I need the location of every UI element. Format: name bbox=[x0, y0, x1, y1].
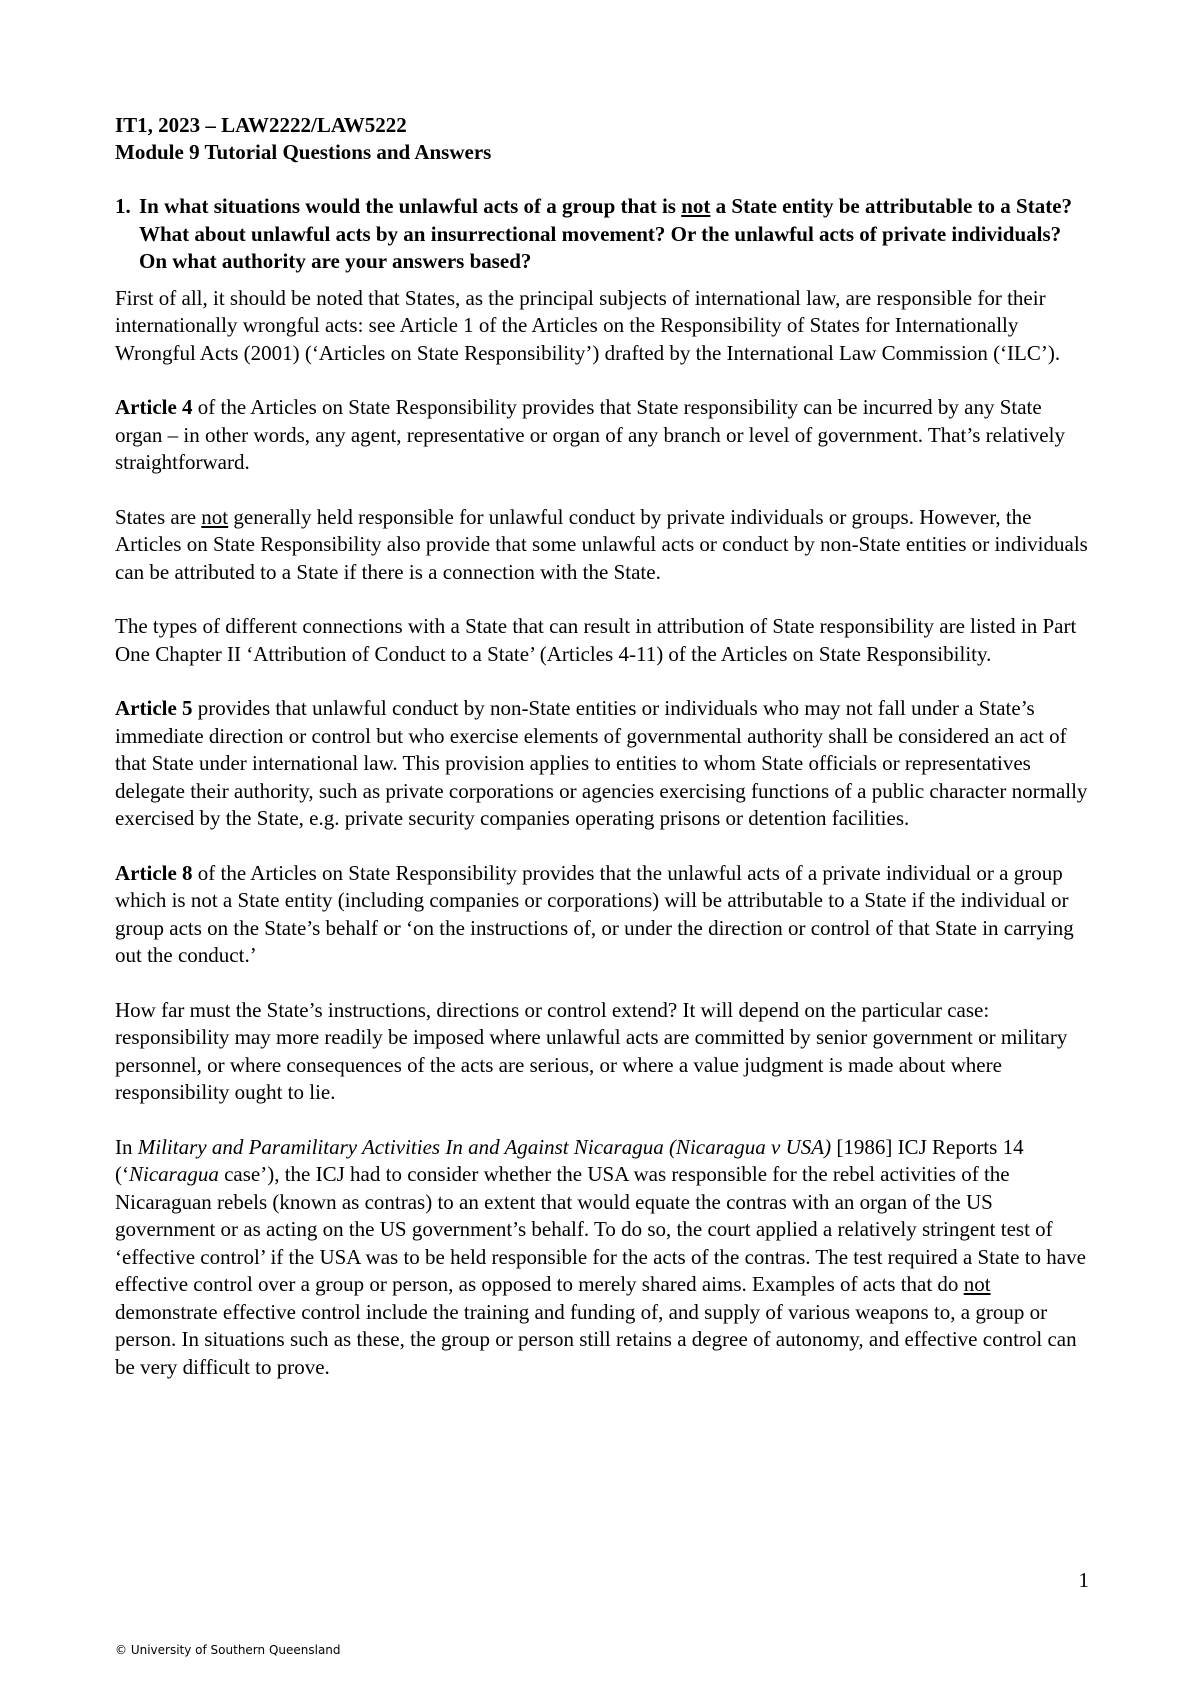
case-name: Military and Paramilitary Activities In and Against Nicaragua (Nicaragua v USA) bbox=[137, 1134, 832, 1159]
question-text bbox=[139, 193, 1090, 276]
article-4-label: Article 4 bbox=[115, 395, 193, 419]
paragraph-text: [1986] ICJ Reports 14 (‘ bbox=[115, 1134, 1024, 1186]
paragraph-article-5 bbox=[115, 695, 1090, 833]
case-short-name: Nicaragua bbox=[129, 1162, 219, 1186]
paragraph-text: case’), the ICJ had to consider whether the USA was responsible for the rebel activities of the Nicaraguan rebels (known as contras) to an extent that would equate the contras with an organ of the US government or as acting on the US government’s behalf. To do so, the court applied a relatively stringent test of ‘effective control’ if the USA was to be held responsible for the acts of the contras. The test required a State to have effective control over a group or person, as opposed to merely shared aims. Examples of acts that do bbox=[115, 1162, 1086, 1296]
paragraph-connections: The types of different connections with a State that can result in attribution of State responsibility are listed in Part One Chapter II ‘Attribution of Conduct to a State’ (Articles 4-11) of the Articles on State Responsibility. bbox=[115, 614, 1077, 666]
question-number: 1. bbox=[115, 194, 131, 218]
paragraph-text: of the Articles on State Responsibility provides that the unlawful acts of a private individual or a group which is not a State entity (including companies or corporations) will be attributable to a State if the individual or group acts on the State’s behalf or ‘on the instructions of, or under the direction or control of that State in carrying out the conduct.’ bbox=[115, 860, 1074, 967]
question-text-part: a State entity be attributable to a State? What about unlawful acts by an insurrectional movement? Or the unlawful acts of private individuals? On what authority are your answers based? bbox=[139, 194, 1073, 273]
header-title-line: Module 9 Tutorial Questions and Answers bbox=[115, 140, 492, 164]
header-course-line: IT1, 2023 – LAW2222/LAW5222 bbox=[115, 113, 407, 137]
question-1 bbox=[115, 193, 1090, 276]
paragraph-non-state bbox=[115, 504, 1090, 587]
paragraph-text: demonstrate effective control include the training and funding of, and supply of various weapons to, a group or person. In situations such as these, the group or person still retains a degree of autonomy, and effective control can be very difficult to prove. bbox=[115, 1299, 1077, 1379]
paragraph-article-8 bbox=[115, 860, 1090, 970]
underlined-not: not bbox=[201, 504, 229, 529]
paragraph-intro: First of all, it should be noted that States, as the principal subjects of international law, are responsible for their internationally wrongful acts: see Article 1 of the Articles on the Responsibility of States for Internationally Wrongful Acts (2001) (‘Articles on State Responsibility’) drafted by the International Law Commission (‘ILC’). bbox=[115, 285, 1061, 365]
paragraph-extent-of-control: How far must the State’s instructions, directions or control extend? It will depend on the particular case: responsibility may more readily be imposed where unlawful acts are committed by senior government or military personnel, or where consequences of the acts are serious, or where a value judgment is made about where responsibility ought to lie. bbox=[115, 997, 1068, 1104]
copyright-footer: © University of Southern Queensland bbox=[115, 1643, 341, 1657]
paragraph-text: of the Articles on State Responsibility provides that State responsibility can be incurred by any State organ – in other words, any agent, representative or organ of any branch or level of government. That’s relatively straightforward. bbox=[115, 395, 1065, 474]
paragraph-article-4 bbox=[115, 394, 1090, 477]
underlined-not: not bbox=[963, 1272, 991, 1296]
paragraph-text: generally held responsible for unlawful conduct by private individuals or groups. However, the Articles on State Responsibility also provide that some unlawful acts or conduct by non-State entities or individuals can be attributed to a State if there is a connection with the State. bbox=[115, 504, 1088, 584]
paragraph-nicaragua-case bbox=[115, 1134, 1090, 1382]
article-8-label: Article 8 bbox=[115, 860, 193, 885]
document-body bbox=[115, 112, 1090, 1408]
paragraph-text: In bbox=[115, 1134, 138, 1159]
article-5-label: Article 5 bbox=[115, 696, 193, 720]
question-underlined-not: not bbox=[681, 194, 711, 218]
page-number: 1 bbox=[1078, 1568, 1089, 1592]
question-text-part: In what situations would the unlawful acts of a group that is bbox=[139, 194, 682, 218]
paragraph-text: provides that unlawful conduct by non-State entities or individuals who may not fall under a State’s immediate direction or control but who exercise elements of governmental authority shall be considered an act of that State under international law. This provision applies to entities to whom State officials or representatives delegate their authority, such as private corporations or agencies exercising functions of a public character normally exercised by the State, e.g. private security companies operating prisons or detention facilities. bbox=[115, 696, 1088, 830]
paragraph-text: States are bbox=[115, 504, 202, 529]
